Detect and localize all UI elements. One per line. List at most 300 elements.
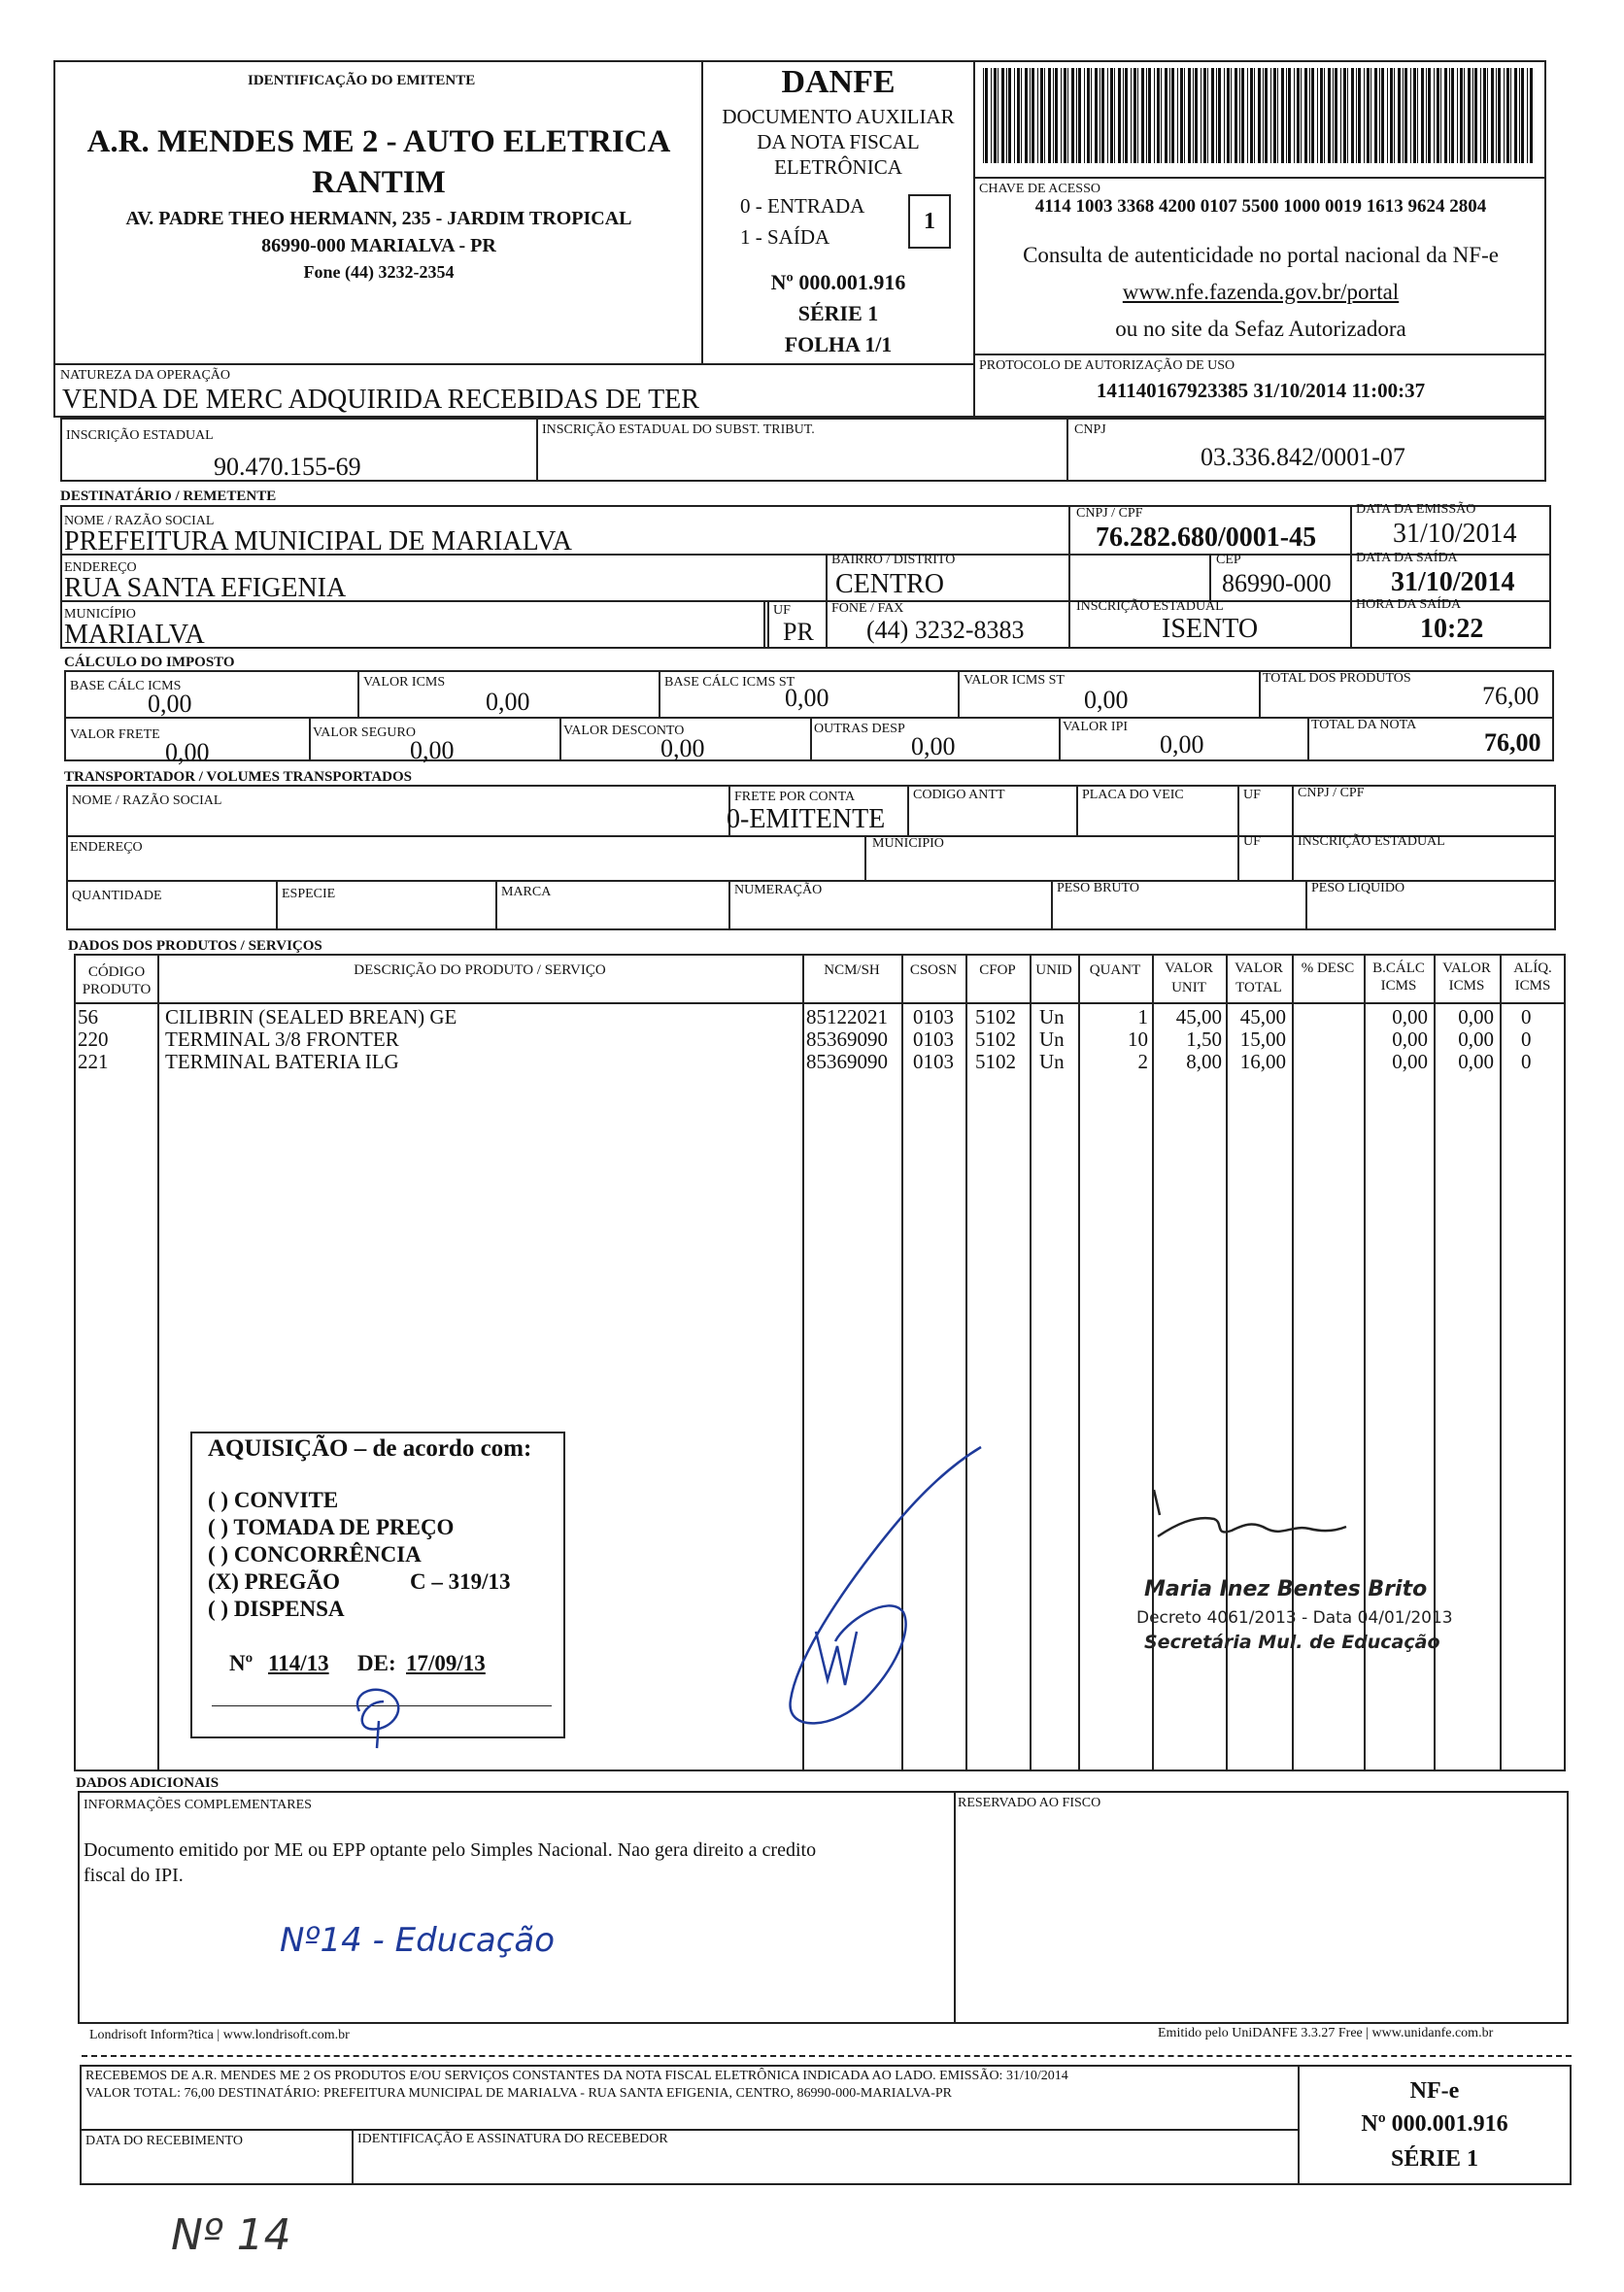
stamp-option-convite: ( ) CONVITE [208,1488,339,1512]
barcode-bar [1247,68,1248,163]
header-desc-pct: % DESC [1301,961,1355,976]
barcode-bar [1008,68,1011,163]
barcode-bar [1457,68,1458,163]
row-1-ncm: 85122021 [806,1005,888,1028]
row-3-unid: Un [1039,1050,1065,1073]
uf-value: PR [783,618,814,646]
row-1-code: 56 [78,1005,98,1028]
header-total-1: VALOR [1235,961,1283,976]
barcode-bar [1216,68,1217,163]
plate-label: PLACA DO VEIC [1082,788,1184,802]
receipt-line1: RECEBEMOS DE A.R. MENDES ME 2 OS PRODUTOS E/OU SERVIÇOS CONSTANTES DA NOTA FISCAL ELETRÔNICA INDICADA AO LADO. EMISSÃO: 31/10/2014 [85,2069,1068,2083]
barcode-bar [1404,68,1407,163]
base-icms-value: 0,00 [148,690,192,718]
time-label: HORA DA SAÍDA [1356,597,1462,612]
tax-section: CÁLCULO DO IMPOSTO [64,655,235,670]
barcode-bar [1137,68,1138,163]
protocol-label: PROTOCOLO DE AUTORIZAÇÃO DE USO [979,358,1235,373]
barcode-bar [1460,68,1463,163]
row-1-cfop: 5102 [975,1005,1016,1028]
row-2-ncm: 85369090 [806,1028,888,1051]
barcode-bar [1527,68,1528,163]
barcode-bar [1451,68,1454,163]
barcode-bar [1123,68,1124,163]
header-vicms-2: ICMS [1448,978,1485,994]
stamp-initials-signature [340,1672,427,1750]
row-3-description: TERMINAL BATERIA ILG [165,1050,399,1073]
barcode-bar [1504,68,1505,163]
barcode-bar [1381,68,1384,163]
barcode-bar [1449,68,1450,163]
row-3-unit: 8,00 [1186,1050,1222,1073]
stamp-num-label: Nº [229,1651,254,1675]
barcode-bar [1398,68,1401,163]
barcode-bar [1472,68,1473,163]
bottom-handwritten-number: Nº 14 [171,2210,291,2260]
discount-label: VALOR DESCONTO [563,724,685,738]
barcode-bar [1491,68,1494,163]
barcode-bar [1239,68,1240,163]
insurance-label: VALOR SEGURO [313,725,416,740]
danfe-saida: 1 - SAÍDA [740,225,830,249]
header-quant: QUANT [1089,962,1141,978]
receipt-line2: VALOR TOTAL: 76,00 DESTINATÁRIO: PREFEITURA MUNICIPAL DE MARIALVA - RUA SANTA EFIGENIA, CENTRO, 86990-000-MARIALVA-PR [85,2086,953,2101]
receipt-serie: SÉRIE 1 [1390,2146,1479,2172]
footer-software-left: Londrisoft Inform?tica | www.londrisoft.com.br [89,2028,350,2042]
barcode-bar [1374,68,1377,163]
row-1-unid: Un [1039,1005,1065,1028]
barcode-bar [1311,68,1314,163]
barcode-bar [1224,68,1225,163]
barcode-bar [1519,68,1520,163]
issuer-address: AV. PADRE THEO HERMANN, 235 - JARDIM TROPICAL [125,208,632,229]
district-value: CENTRO [835,569,944,599]
base-st-value: 0,00 [785,684,829,712]
products-section: DADOS DOS PRODUTOS / SERVIÇOS [68,938,322,954]
barcode-bar [1530,68,1533,163]
stamp-option-pregao: (X) PREGÃO [208,1569,341,1594]
barcode-bar [1125,68,1128,163]
header-unit-1: VALOR [1165,961,1213,976]
barcode-bar [1437,68,1439,163]
header-csosn: CSOSN [909,962,958,978]
barcode-bar [1107,68,1108,163]
uf-label: UF [773,603,791,618]
invoice-total-label: TOTAL DA NOTA [1311,718,1417,732]
recipient-cnpj: 76.282.680/0001-45 [1096,522,1317,553]
carrier-ie-label: INSCRIÇÃO ESTADUAL [1298,834,1445,849]
barcode-bar [1506,68,1509,163]
ipi-value: 0,00 [1160,730,1204,758]
row-2-csosn: 0103 [913,1028,954,1051]
barcode-bar [1263,68,1264,163]
consult-url-link[interactable]: www.nfe.fazenda.gov.br/portal [1122,280,1400,304]
phone-label: FONE / FAX [831,601,904,616]
barcode-bar [994,68,997,163]
barcode-bar [1154,68,1155,163]
barcode-bar [1510,68,1511,163]
barcode-bar [1390,68,1393,163]
issuer-city: 86990-000 MARIALVA - PR [261,235,496,256]
row-2-unit: 1,50 [1186,1028,1222,1051]
barcode-bar [1241,68,1244,163]
barcode-bar [1317,68,1318,163]
freight-payer-label: FRETE POR CONTA [734,790,856,804]
barcode-image [983,68,1537,163]
barcode-bar [1188,68,1191,163]
freight-value: 0,00 [165,738,210,766]
barcode-bar [1265,68,1268,163]
barcode-bar [1324,68,1325,163]
row-3-cfop: 5102 [975,1050,1016,1073]
ie-value: 90.470.155-69 [214,453,361,481]
barcode-bar [1356,68,1357,163]
address-label: ENDEREÇO [64,560,137,575]
icms-label: VALOR ICMS [363,675,446,690]
barcode-bar [1025,68,1028,163]
barcode-bar [1017,68,1020,163]
emission-date: 31/10/2014 [1393,519,1517,549]
cut-line [82,2055,1572,2057]
issuer-name-line2: RANTIM [312,165,446,200]
row-1-bcalc: 0,00 [1392,1005,1428,1028]
barcode-bar [1301,68,1302,163]
barcode-bar [985,68,988,163]
recipient-cnpj-label: CNPJ / CPF [1076,506,1143,521]
barcode-bar [1146,68,1147,163]
carrier-uf-label: UF [1243,788,1261,802]
header-code-1: CÓDIGO [87,964,146,980]
danfe-type-box: 1 [908,194,951,249]
barcode-bar [1171,68,1174,163]
barcode-bar [1078,68,1081,163]
additional-info-line2: fiscal do IPI. [84,1865,184,1886]
row-1-vicms: 0,00 [1458,1005,1494,1028]
barcode-bar [1030,68,1031,163]
barcode-bar [1131,68,1132,163]
barcode-bar [1180,68,1183,163]
signature-role: Secretária Mul. de Educação [1144,1632,1440,1653]
barcode-bar [1053,68,1054,163]
barcode-bar [1161,68,1162,163]
barcode-bar [1207,68,1208,163]
barcode-bar [1496,68,1497,163]
barcode-bar [1281,68,1284,163]
stamp-title: AQUISIÇÃO – de acordo com: [208,1435,532,1462]
products-total-label: TOTAL DOS PRODUTOS [1263,671,1411,686]
freight-payer-value: 0-EMITENTE [727,804,886,834]
barcode-bar [1403,68,1404,163]
address-value: RUA SANTA EFIGENIA [64,573,347,603]
barcode-bar [1258,68,1261,163]
barcode-bar [1483,68,1486,163]
phone-value: (44) 3232-8383 [866,616,1025,644]
danfe-folha: FOLHA 1/1 [784,332,893,356]
additional-section: DADOS ADICIONAIS [76,1775,220,1791]
header-description: DESCRIÇÃO DO PRODUTO / SERVIÇO [354,962,606,978]
header-bcalc-2: ICMS [1380,978,1417,994]
barcode-bar [1367,68,1370,163]
base-st-label: BASE CÁLC ICMS ST [664,675,795,690]
barcode-bar [1067,68,1068,163]
barcode-bar [1055,68,1058,163]
barcode-bar [1114,68,1115,163]
barcode-bar [1157,68,1160,163]
row-1-csosn: 0103 [913,1005,954,1028]
row-3-code: 221 [78,1050,109,1073]
header-vicms-1: VALOR [1442,961,1491,976]
access-key-value: 4114 1003 3368 4200 0107 5500 1000 0019 1613 9624 2804 [1034,196,1487,217]
consult-text: Consulta de autenticidade no portal nacional da NF-e [1023,243,1499,267]
ie-st-label: INSCRIÇÃO ESTADUAL DO SUBST. TRIBUT. [542,422,815,437]
barcode-bar [1413,68,1416,163]
stamp-option-concorrencia: ( ) CONCORRÊNCIA [208,1542,422,1567]
header-cfop: CFOP [979,962,1016,978]
footer-software-right: Emitido pelo UniDANFE 3.3.27 Free | www.unidanfe.com.br [1158,2026,1494,2040]
barcode-bar [1227,68,1230,163]
nature-value: VENDA DE MERC ADQUIRIDA RECEBIDAS DE TER [62,385,699,415]
barcode-bar [1343,68,1346,163]
cnpj-label: CNPJ [1074,422,1106,437]
row-3-total: 16,00 [1239,1050,1286,1073]
issuer-section-label: IDENTIFICAÇÃO DO EMITENTE [248,73,476,88]
barcode-bar [1387,68,1388,163]
recipient-ie: ISENTO [1162,614,1259,644]
stamp-date-label: DE: [357,1651,396,1675]
icms-value: 0,00 [486,688,530,716]
brand-label: MARCA [501,885,552,899]
barcode-bar [1250,68,1253,163]
city-value: MARIALVA [64,620,205,650]
row-2-total: 15,00 [1239,1028,1286,1051]
additional-box [78,1791,1569,2024]
access-key-label: CHAVE DE ACESSO [979,182,1100,196]
secretary-signature [1146,1486,1350,1564]
signature-name: Maria Inez Bentes Brito [1144,1577,1428,1601]
barcode-bar [1037,68,1038,163]
barcode-bar [1014,68,1015,163]
net-weight-label: PESO LIQUIDO [1311,881,1405,895]
barcode-bar [1351,68,1354,163]
barcode-bar [1294,68,1295,163]
danfe-title: DANFE [781,64,896,100]
barcode-bar [1101,68,1104,163]
barcode-bar [1044,68,1045,163]
invoice-total-value: 76,00 [1484,728,1541,757]
barcode-bar [1335,68,1337,163]
barcode-bar [1514,68,1517,163]
row-2-bcalc: 0,00 [1392,1028,1428,1051]
barcode-bar [1417,68,1418,163]
barcode-bar [1304,68,1307,163]
barcode-bar [1231,68,1232,163]
barcode-bar [1468,68,1471,163]
barcode-bar [1440,68,1441,163]
receipt-date-label: DATA DO RECEBIMENTO [85,2134,243,2148]
barcode-bar [1320,68,1323,163]
danfe-number: Nº 000.001.916 [770,270,906,294]
icms-st-value: 0,00 [1084,686,1129,714]
header-unit-2: UNIT [1171,980,1206,995]
transport-section: TRANSPORTADOR / VOLUMES TRANSPORTADOS [64,769,413,785]
barcode-bar [1340,68,1341,163]
stamp-pregao-ref: C – 319/13 [410,1569,511,1594]
barcode-bar [1277,68,1278,163]
row-2-aliq: 0 [1521,1028,1532,1051]
receipt-sign-label: IDENTIFICAÇÃO E ASSINATURA DO RECEBEDOR [357,2132,668,2146]
quantity-label: QUANTIDADE [72,889,162,903]
row-3-aliq: 0 [1521,1050,1532,1073]
barcode-bar [1061,68,1062,163]
barcode-bar [1091,68,1092,163]
barcode-bar [1076,68,1077,163]
issuer-name-line1: A.R. MENDES ME 2 - AUTO ELETRICA [86,124,671,159]
row-3-bcalc: 0,00 [1392,1050,1428,1073]
barcode-bar [1193,68,1194,163]
barcode-bar [1426,68,1427,163]
barcode-bar [1148,68,1151,163]
carrier-name-label: NOME / RAZÃO SOCIAL [72,793,222,808]
row-1-unit: 45,00 [1175,1005,1222,1028]
barcode-bar [1487,68,1488,163]
exit-date: 31/10/2014 [1391,567,1515,597]
barcode-bar [1254,68,1255,163]
stamp-num: 114/13 [268,1651,329,1675]
other-value: 0,00 [911,732,956,760]
barcode-bar [991,68,992,163]
barcode-bar [1184,68,1185,163]
additional-handwritten-note: Nº14 - Educação [280,1921,556,1960]
barcode-bar [1118,68,1121,163]
barcode-bar [1444,68,1447,163]
stamp-date: 17/09/13 [406,1651,486,1675]
blue-signature [777,1437,991,1748]
barcode-bar [1032,68,1034,163]
barcode-bar [1273,68,1276,163]
barcode-bar [1087,68,1090,163]
row-2-quant: 10 [1128,1028,1148,1051]
carrier-address-label: ENDEREÇO [70,840,143,855]
barcode-bar [1464,68,1465,163]
barcode-bar [1364,68,1365,163]
barcode-bar [1270,68,1271,163]
other-label: OUTRAS DESP [814,722,905,736]
signature-decree: Decreto 4061/2013 - Data 04/01/2013 [1136,1608,1453,1628]
carrier-cnpj-label: CNPJ / CPF [1298,786,1365,800]
base-icms-label: BASE CÁLC ICMS [70,679,182,693]
district-label: BAIRRO / DISTRITO [831,553,956,567]
danfe-subtitle-3: ELETRÔNICA [774,155,902,179]
barcode-bar [1347,68,1348,163]
row-1-total: 45,00 [1239,1005,1286,1028]
ie-label: INSCRIÇÃO ESTADUAL [66,428,214,443]
cep-label: CEP [1216,553,1241,567]
species-label: ESPECIE [282,887,336,901]
receipt-nfe: NF-e [1409,2078,1460,2104]
ipi-label: VALOR IPI [1063,720,1129,734]
barcode-bar [1421,68,1424,163]
barcode-bar [1040,68,1043,163]
barcode-bar [1379,68,1380,163]
header-bcalc-1: B.CÁLC [1372,961,1425,976]
row-3-quant: 2 [1137,1050,1148,1073]
barcode-bar [1428,68,1431,163]
receipt-number: Nº 000.001.916 [1361,2111,1508,2137]
recipient-ie-label: INSCRIÇÃO ESTADUAL [1076,599,1224,614]
danfe-entrada: 0 - ENTRADA [740,194,865,218]
recipient-section: DESTINATÁRIO / REMETENTE [60,489,277,504]
city-label: MUNICÍPIO [64,607,136,622]
barcode-bar [983,68,984,163]
carrier-uf2-label: UF [1243,834,1261,849]
barcode-bar [1474,68,1477,163]
row-2-vicms: 0,00 [1458,1028,1494,1051]
time-value: 10:22 [1420,614,1484,644]
barcode-bar [1498,68,1501,163]
header-total-2: TOTAL [1235,980,1282,995]
row-3-ncm: 85369090 [806,1050,888,1073]
barcode-bar [1141,68,1144,163]
barcode-bar [1110,68,1113,163]
barcode-bar [1203,68,1206,163]
additional-info-line1: Documento emitido por ME ou EPP optante pelo Simples Nacional. Nao gera direito a credito [84,1839,817,1861]
freight-label: VALOR FRETE [70,727,160,742]
danfe-subtitle-1: DOCUMENTO AUXILIAR [722,105,955,128]
row-1-quant: 1 [1137,1005,1148,1028]
insurance-value: 0,00 [410,736,455,764]
consult-sefaz-text: ou no site da Sefaz Autorizadora [1115,317,1406,341]
barcode-bar [1309,68,1310,163]
row-2-cfop: 5102 [975,1028,1016,1051]
recipient-name: PREFEITURA MUNICIPAL DE MARIALVA [64,526,573,556]
barcode-bar [1071,68,1074,163]
barcode-bar [1235,68,1237,163]
gross-weight-label: PESO BRUTO [1057,881,1139,895]
exit-label: DATA DA SAÍDA [1356,551,1458,565]
icms-st-label: VALOR ICMS ST [964,673,1065,688]
barcode-bar [1177,68,1178,163]
barcode-bar [1001,68,1004,163]
reserved-label: RESERVADO AO FISCO [958,1796,1101,1810]
barcode-bar [1333,68,1334,163]
barcode-bar [1218,68,1221,163]
row-3-csosn: 0103 [913,1050,954,1073]
barcode-bar [1328,68,1331,163]
numbering-label: NUMERAÇÃO [734,883,823,897]
row-3-vicms: 0,00 [1458,1050,1494,1073]
barcode-bar [1521,68,1524,163]
header-aliq-1: ALÍQ. [1513,961,1552,976]
discount-value: 0,00 [660,734,705,762]
barcode-bar [1297,68,1300,163]
barcode-bar [1064,68,1066,163]
barcode-bar [1358,68,1361,163]
barcode-bar [1394,68,1395,163]
products-total-value: 76,00 [1482,682,1539,710]
barcode-bar [1084,68,1085,163]
stamp-option-tomada: ( ) TOMADA DE PREÇO [208,1515,455,1539]
row-1-aliq: 0 [1521,1005,1532,1028]
barcode-bar [1048,68,1051,163]
header-unid: UNID [1035,962,1072,978]
stamp-option-dispensa: ( ) DISPENSA [208,1597,345,1621]
row-2-unid: Un [1039,1028,1065,1051]
protocol-value: 141140167923385 31/10/2014 11:00:37 [1096,379,1426,402]
barcode-bar [1169,68,1170,163]
header-code-2: PRODUTO [82,982,152,997]
additional-info-label: INFORMAÇÕES COMPLEMENTARES [84,1798,312,1812]
barcode-bar [1211,68,1214,163]
